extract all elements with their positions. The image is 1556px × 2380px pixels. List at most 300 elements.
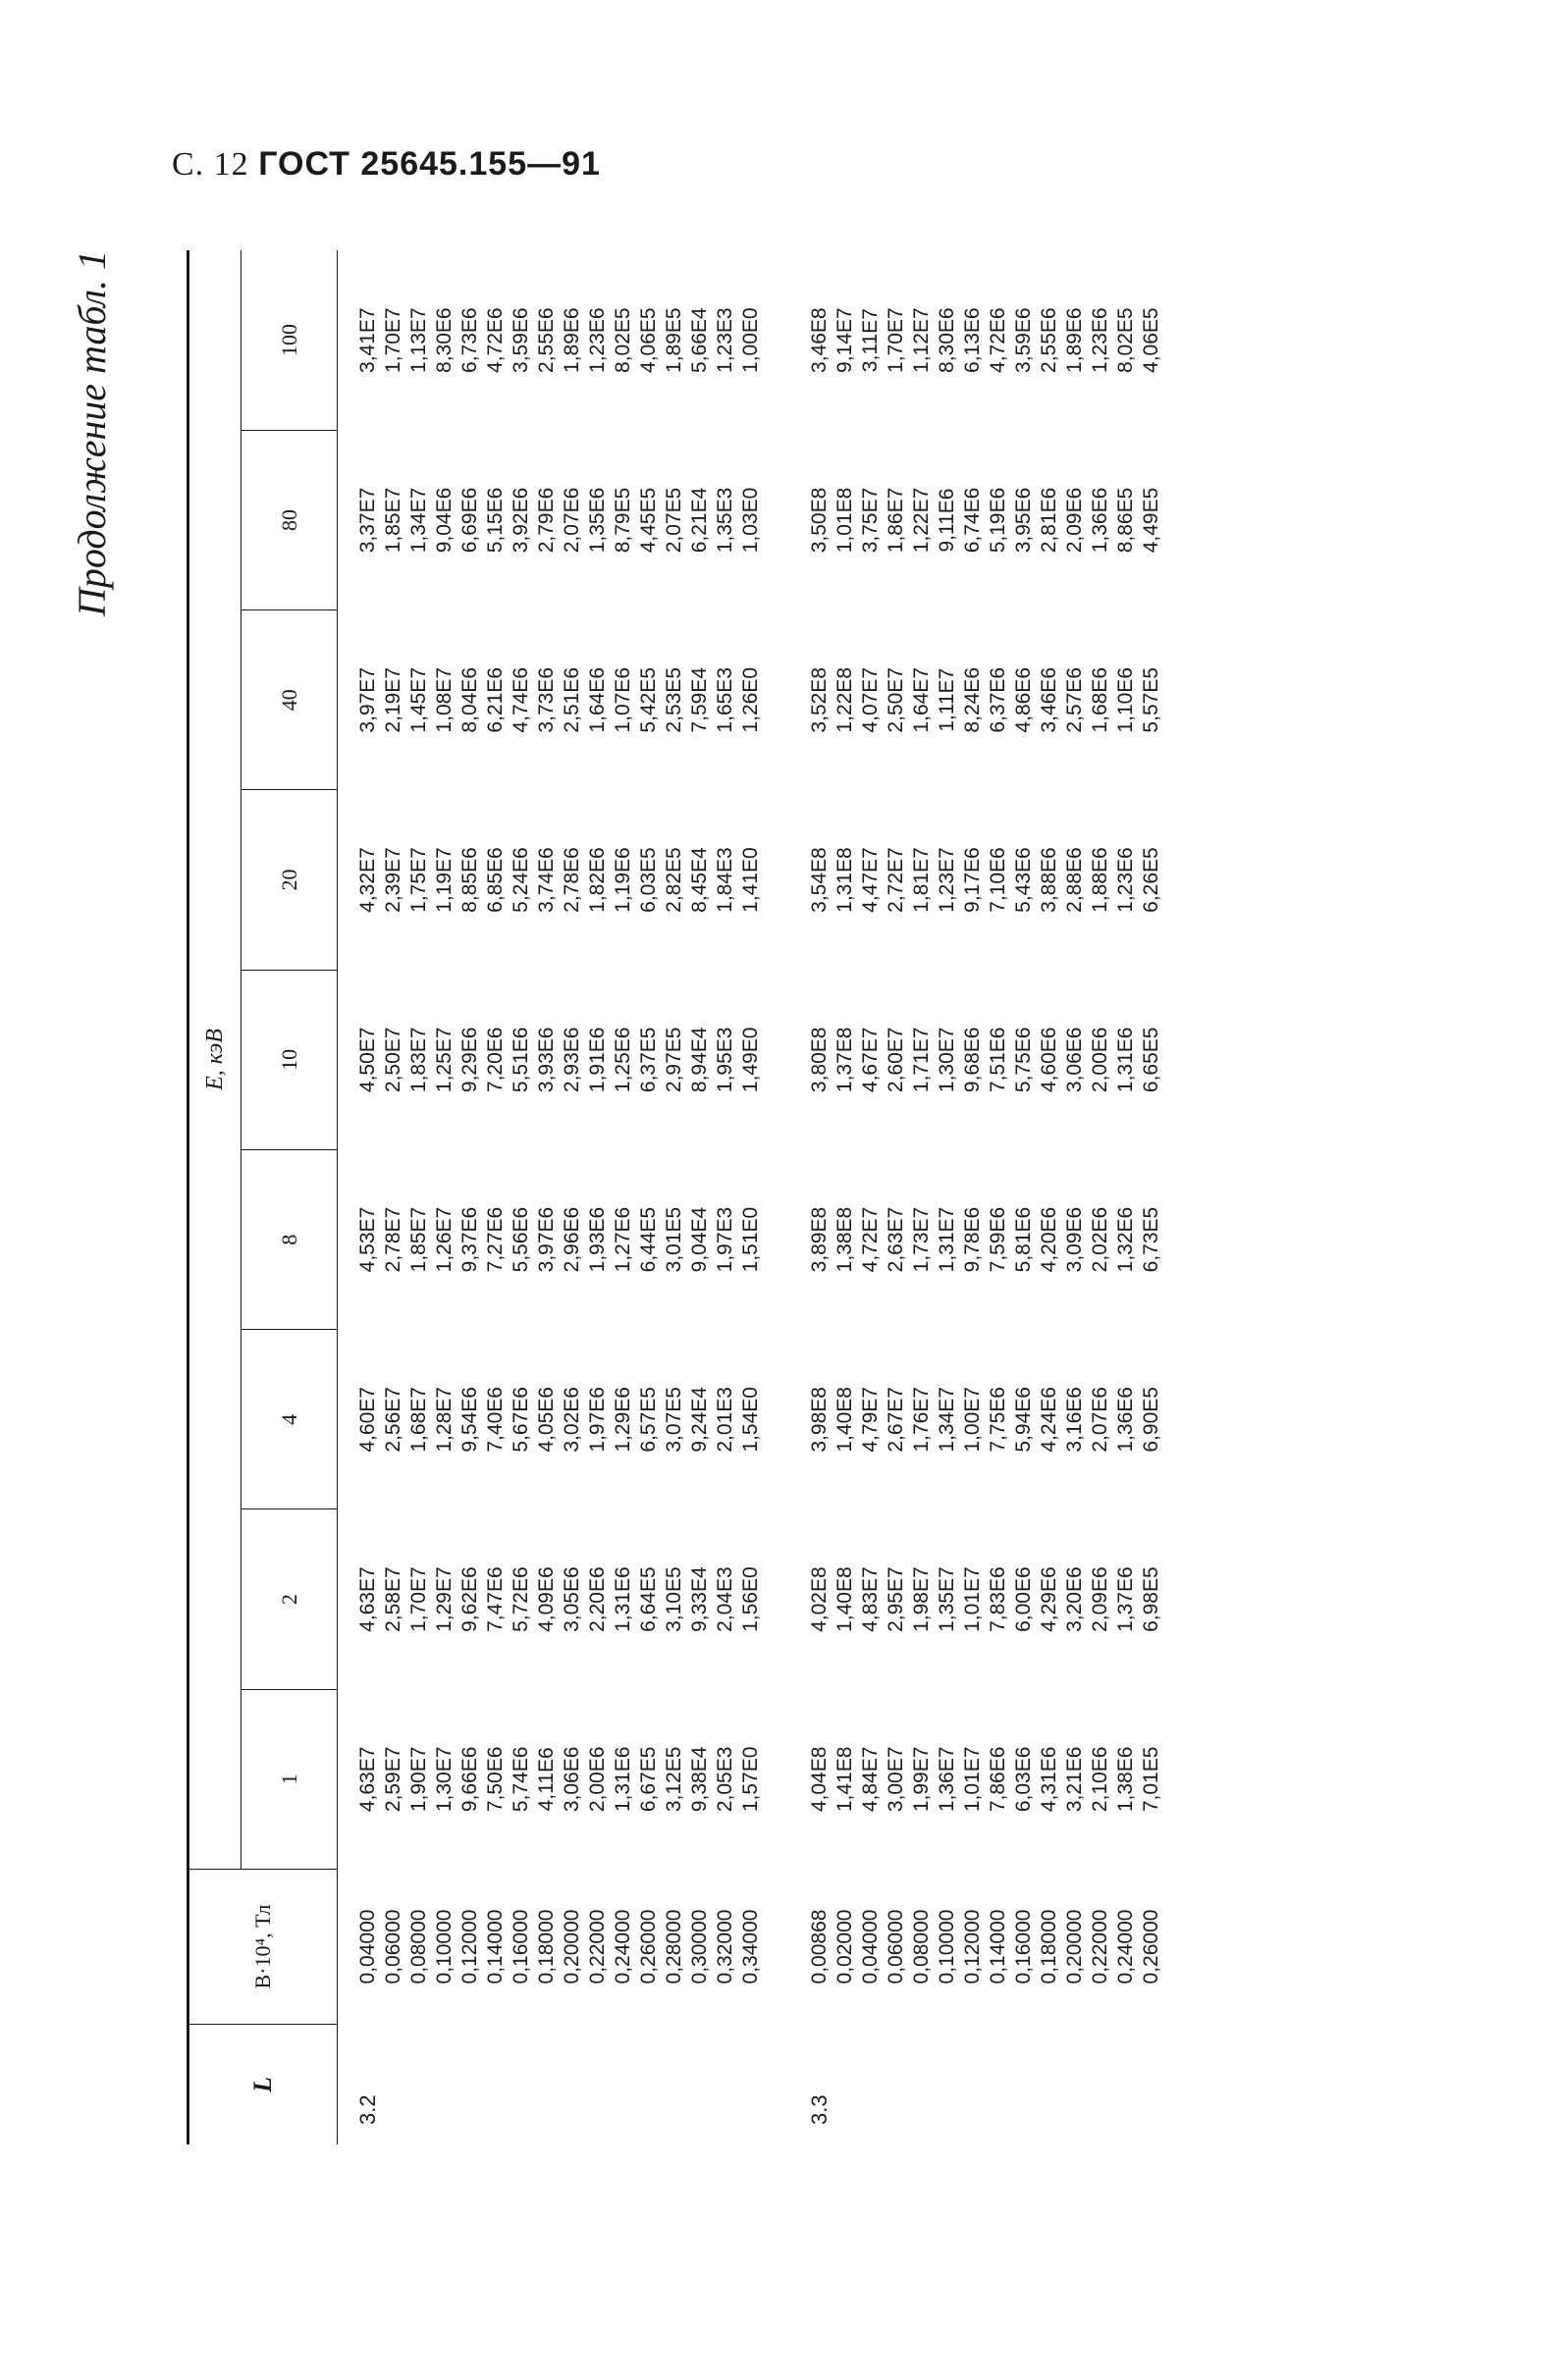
cell-value: 1,31E8 <box>833 847 856 913</box>
cell-value: 1,91E6 <box>586 1027 609 1093</box>
cell-value: 1,82E6 <box>586 847 609 913</box>
cell-value: 7,50E6 <box>484 1746 507 1813</box>
cell-value: 9,68E6 <box>961 1027 984 1093</box>
cell-value: 8,24E6 <box>961 667 984 733</box>
cell-value: 2,59E7 <box>382 1746 404 1813</box>
rotated-table-area <box>70 250 1217 2144</box>
cell-value: 3,02E6 <box>561 1387 583 1453</box>
cell-value: 1,01E7 <box>961 1746 984 1813</box>
cell-value: 6,85E6 <box>484 847 507 913</box>
cell-value: 1,34E7 <box>407 487 430 554</box>
cell-value: 3,46E6 <box>1038 667 1060 733</box>
cell-value: 1,89E6 <box>1063 307 1086 373</box>
cell-value: 5,57E5 <box>1140 667 1162 733</box>
cell-value: 3,06E6 <box>561 1746 583 1813</box>
cell-L <box>986 2025 1011 2145</box>
cell-value: 1,90E7 <box>407 1746 430 1813</box>
cell-value: 7,47E6 <box>484 1566 507 1632</box>
cell-value: 6,00E6 <box>1012 1566 1035 1632</box>
page-number: С. 12 <box>172 146 249 183</box>
cell-value: 7,10E6 <box>987 847 1009 913</box>
table-row <box>355 250 381 2144</box>
cell-B: 0,04000 <box>859 1909 882 1984</box>
table-row <box>611 250 636 2144</box>
energy-col-header: 8 <box>241 1149 338 1329</box>
cell-value: 5,42E5 <box>637 667 660 733</box>
cell-value: 9,29E6 <box>458 1027 481 1093</box>
cell-value: 3,16E6 <box>1063 1387 1086 1453</box>
cell-value: 2,81E6 <box>1038 487 1060 554</box>
cell-value: 2,95E7 <box>885 1566 907 1632</box>
cell-value: 9,17E6 <box>961 847 984 913</box>
cell-value: 2,00E6 <box>586 1746 609 1813</box>
cell-value: 1,34E7 <box>936 1387 958 1453</box>
cell-value: 1,25E6 <box>612 1027 634 1093</box>
cell-value: 1,00E0 <box>739 307 762 373</box>
cell-value: 2,82E5 <box>663 847 685 913</box>
cell-value: 7,27E6 <box>484 1206 507 1273</box>
table-row <box>636 250 662 2144</box>
cell-value: 5,43E6 <box>1012 847 1035 913</box>
table-row <box>483 250 509 2144</box>
table-row <box>832 250 858 2144</box>
energy-header-row <box>241 250 338 2144</box>
table-row <box>509 250 534 2144</box>
cell-value: 9,04E6 <box>433 487 456 554</box>
cell-value: 2,88E6 <box>1063 847 1086 913</box>
cell-B: 0,22000 <box>1089 1909 1111 1984</box>
cell-value: 9,11E6 <box>936 488 958 553</box>
table-row <box>909 250 935 2144</box>
cell-value: 1,97E6 <box>586 1387 609 1453</box>
cell-value: 2,55E6 <box>1038 307 1060 373</box>
table-row <box>935 250 960 2144</box>
cell-value: 1,36E6 <box>1114 1387 1137 1453</box>
cell-value: 5,75E6 <box>1012 1027 1035 1093</box>
cell-L <box>534 2025 560 2145</box>
cell-value: 4,72E7 <box>859 1206 882 1273</box>
cell-value: 2,01E3 <box>714 1387 736 1453</box>
cell-value: 2,20E6 <box>586 1566 609 1632</box>
cell-L <box>935 2025 960 2145</box>
cell-value: 1,07E6 <box>612 667 634 733</box>
header-L: L <box>188 2025 338 2145</box>
cell-value: 3,05E6 <box>561 1566 583 1632</box>
cell-B: 0,16000 <box>1012 1909 1035 1984</box>
cell-L <box>713 2025 738 2145</box>
table-row <box>662 250 687 2144</box>
energy-col-header: 2 <box>241 1509 338 1689</box>
cell-value: 6,73E5 <box>1140 1206 1162 1273</box>
cell-value: 1,99E7 <box>910 1746 933 1813</box>
table-row <box>1062 250 1088 2144</box>
energy-col-header: 100 <box>241 250 338 430</box>
cell-value: 4,47E7 <box>859 847 882 913</box>
table-row <box>884 250 909 2144</box>
cell-value: 3,01E5 <box>663 1206 685 1273</box>
cell-value: 2,53E5 <box>663 667 685 733</box>
table-body <box>338 250 1165 2144</box>
cell-value: 2,00E6 <box>1089 1027 1111 1093</box>
cell-value: 1,13E7 <box>407 307 430 373</box>
cell-value: 1,31E6 <box>612 1566 634 1632</box>
energy-col-header: 10 <box>241 970 338 1149</box>
cell-B: 0,08000 <box>407 1909 430 1984</box>
table-row <box>858 250 884 2144</box>
cell-B: 0,12000 <box>458 1909 481 1984</box>
cell-value: 1,35E6 <box>586 487 609 554</box>
table-row <box>1011 250 1037 2144</box>
cell-value: 1,37E6 <box>1114 1566 1137 1632</box>
cell-value: 2,55E6 <box>535 307 558 373</box>
cell-value: 3,73E6 <box>535 667 558 733</box>
cell-value: 6,57E5 <box>637 1387 660 1453</box>
cell-value: 1,23E6 <box>1114 847 1137 913</box>
cell-value: 4,24E6 <box>1038 1387 1060 1453</box>
cell-value: 9,14E7 <box>833 307 856 373</box>
cell-value: 1,22E8 <box>833 667 856 733</box>
cell-value: 5,66E4 <box>688 307 711 373</box>
cell-value: 2,19E7 <box>382 667 404 733</box>
cell-value: 2,56E7 <box>382 1387 404 1453</box>
cell-L <box>687 2025 713 2145</box>
cell-value: 1,64E6 <box>586 667 609 733</box>
table-row <box>738 250 764 2144</box>
cell-L <box>858 2025 884 2145</box>
cell-value: 1,29E7 <box>433 1566 456 1632</box>
cell-value: 1,54E0 <box>739 1387 762 1453</box>
cell-value: 3,59E6 <box>510 307 532 373</box>
cell-value: 1,36E6 <box>1089 487 1111 554</box>
cell-value: 1,28E7 <box>433 1387 456 1453</box>
cell-L <box>884 2025 909 2145</box>
cell-value: 1,31E6 <box>612 1746 634 1813</box>
cell-value: 4,63E7 <box>356 1566 379 1632</box>
table-row <box>807 250 832 2144</box>
cell-value: 1,83E7 <box>407 1027 430 1093</box>
cell-value: 6,44E5 <box>637 1206 660 1273</box>
cell-value: 4,74E6 <box>510 667 532 733</box>
cell-value: 3,11E7 <box>859 308 882 373</box>
cell-value: 1,76E7 <box>910 1387 933 1453</box>
cell-value: 5,72E6 <box>510 1566 532 1632</box>
cell-B: 0,18000 <box>535 1909 558 1984</box>
cell-value: 1,10E6 <box>1114 667 1137 733</box>
cell-value: 7,75E6 <box>987 1387 1009 1453</box>
cell-L <box>483 2025 509 2145</box>
cell-value: 2,96E6 <box>561 1206 583 1273</box>
cell-value: 3,80E8 <box>808 1027 831 1093</box>
cell-L <box>738 2025 764 2145</box>
cell-value: 1,38E6 <box>1114 1746 1137 1813</box>
cell-value: 2,04E3 <box>714 1566 736 1632</box>
cell-value: 6,26E5 <box>1140 847 1162 913</box>
cell-B: 0,24000 <box>1114 1909 1137 1984</box>
cell-value: 8,30E6 <box>936 307 958 373</box>
cell-value: 1,41E8 <box>833 1746 856 1813</box>
cell-B: 0,22000 <box>586 1909 609 1984</box>
cell-value: 1,00E7 <box>961 1387 984 1453</box>
cell-L <box>832 2025 858 2145</box>
cell-value: 4,60E7 <box>356 1387 379 1453</box>
cell-L <box>406 2025 432 2145</box>
cell-value: 4,45E5 <box>637 487 660 554</box>
cell-B: 0,10000 <box>936 1909 958 1984</box>
table-row <box>713 250 738 2144</box>
cell-value: 2,58E7 <box>382 1566 404 1632</box>
cell-value: 1,23E6 <box>1089 307 1111 373</box>
cell-value: 3,59E6 <box>1012 307 1035 373</box>
cell-value: 3,46E8 <box>808 307 831 373</box>
cell-value: 5,19E6 <box>987 487 1009 554</box>
cell-value: 2,60E7 <box>885 1027 907 1093</box>
cell-value: 5,51E6 <box>510 1027 532 1093</box>
cell-value: 8,02E5 <box>612 307 634 373</box>
cell-value: 6,65E5 <box>1140 1027 1162 1093</box>
cell-value: 2,10E6 <box>1089 1746 1111 1813</box>
header-B: B·10⁴, Тл <box>188 1870 338 2025</box>
cell-B: 0,34000 <box>739 1909 762 1984</box>
cell-value: 3,54E8 <box>808 847 831 913</box>
cell-value: 6,90E5 <box>1140 1387 1162 1453</box>
cell-value: 1,65E3 <box>714 667 736 733</box>
cell-value: 1,11E7 <box>936 667 958 732</box>
cell-value: 7,83E6 <box>987 1566 1009 1632</box>
cell-value: 1,27E6 <box>612 1206 634 1273</box>
cell-value: 2,79E6 <box>535 487 558 554</box>
cell-value: 1,89E5 <box>663 307 685 373</box>
cell-value: 3,89E8 <box>808 1206 831 1273</box>
cell-B: 0,18000 <box>1038 1909 1060 1984</box>
cell-value: 1,64E7 <box>910 667 933 733</box>
table-row <box>406 250 432 2144</box>
table-row <box>560 250 585 2144</box>
cell-B: 0,12000 <box>961 1909 984 1984</box>
cell-value: 3,21E6 <box>1063 1746 1086 1813</box>
group-separator <box>764 250 807 2144</box>
cell-value: 2,97E5 <box>663 1027 685 1093</box>
energy-col-header: 1 <box>241 1689 338 1869</box>
cell-value: 2,05E3 <box>714 1746 736 1813</box>
cell-value: 8,85E6 <box>458 847 481 913</box>
cell-value: 1,38E8 <box>833 1206 856 1273</box>
cell-value: 3,92E6 <box>510 487 532 554</box>
cell-value: 9,62E6 <box>458 1566 481 1632</box>
cell-value: 3,00E7 <box>885 1746 907 1813</box>
cell-value: 1,25E7 <box>433 1027 456 1093</box>
cell-B: 0,08000 <box>910 1909 933 1984</box>
cell-value: 3,41E7 <box>356 307 379 373</box>
cell-value: 1,70E7 <box>382 307 404 373</box>
cell-value: 1,75E7 <box>407 847 430 913</box>
cell-value: 1,73E7 <box>910 1206 933 1273</box>
cell-value: 1,19E6 <box>612 847 634 913</box>
table-caption: Продолжение табл. 1 <box>70 250 114 617</box>
cell-value: 6,37E5 <box>637 1027 660 1093</box>
cell-value: 1,23E7 <box>936 847 958 913</box>
cell-value: 3,07E5 <box>663 1387 685 1453</box>
cell-value: 6,69E6 <box>458 487 481 554</box>
cell-B: 0,14000 <box>484 1909 507 1984</box>
cell-value: 7,86E6 <box>987 1746 1009 1813</box>
cell-value: 2,02E6 <box>1089 1206 1111 1273</box>
cell-value: 3,88E6 <box>1038 847 1060 913</box>
header-energy: E, кэВ <box>188 250 241 1870</box>
cell-value: 1,23E3 <box>714 307 736 373</box>
cell-L <box>1088 2025 1113 2145</box>
cell-value: 1,70E7 <box>885 307 907 373</box>
cell-value: 1,31E6 <box>1114 1027 1137 1093</box>
cell-value: 2,07E6 <box>561 487 583 554</box>
cell-value: 1,86E7 <box>885 487 907 554</box>
cell-L <box>1062 2025 1088 2145</box>
table-row <box>585 250 611 2144</box>
cell-L <box>585 2025 611 2145</box>
energy-col-header: 40 <box>241 610 338 790</box>
cell-B: 0,28000 <box>663 1909 685 1984</box>
energy-col-header: 4 <box>241 1330 338 1509</box>
cell-value: 1,51E0 <box>739 1206 762 1273</box>
cell-value: 3,06E6 <box>1063 1027 1086 1093</box>
cell-value: 3,98E8 <box>808 1387 831 1453</box>
cell-B: 0,30000 <box>688 1909 711 1984</box>
cell-value: 4,09E6 <box>535 1566 558 1632</box>
cell-value: 4,86E6 <box>1012 667 1035 733</box>
cell-B: 0,02000 <box>833 1909 856 1984</box>
cell-value: 1,97E3 <box>714 1206 736 1273</box>
cell-value: 1,23E6 <box>586 307 609 373</box>
cell-value: 1,40E8 <box>833 1566 856 1632</box>
cell-value: 2,09E6 <box>1063 487 1086 554</box>
cell-value: 9,24E4 <box>688 1387 711 1453</box>
cell-value: 6,13E6 <box>961 307 984 373</box>
cell-value: 5,56E6 <box>510 1206 532 1273</box>
cell-value: 4,07E7 <box>859 667 882 733</box>
cell-value: 3,09E6 <box>1063 1206 1086 1273</box>
table-row <box>1037 250 1062 2144</box>
cell-value: 9,33E4 <box>688 1566 711 1632</box>
cell-value: 8,02E5 <box>1114 307 1137 373</box>
cell-value: 1,26E0 <box>739 667 762 733</box>
cell-value: 3,97E7 <box>356 667 379 733</box>
cell-B: 0,14000 <box>987 1909 1009 1984</box>
cell-value: 1,01E7 <box>961 1566 984 1632</box>
cell-value: 2,63E7 <box>885 1206 907 1273</box>
cell-value: 2,78E6 <box>561 847 583 913</box>
cell-value: 1,36E7 <box>936 1746 958 1813</box>
table-row <box>1139 250 1164 2144</box>
cell-value: 6,21E6 <box>484 667 507 733</box>
cell-value: 6,98E5 <box>1140 1566 1162 1632</box>
cell-value: 4,72E6 <box>987 307 1009 373</box>
cell-value: 5,24E6 <box>510 847 532 913</box>
cell-value: 1,88E6 <box>1089 847 1111 913</box>
cell-value: 9,38E4 <box>688 1746 711 1813</box>
cell-value: 6,21E4 <box>688 487 711 554</box>
cell-value: 1,68E7 <box>407 1387 430 1453</box>
cell-L <box>381 2025 406 2145</box>
cell-value: 3,97E6 <box>535 1206 558 1273</box>
cell-value: 1,85E7 <box>407 1206 430 1273</box>
cell-value: 4,50E7 <box>356 1027 379 1093</box>
cell-value: 3,50E8 <box>808 487 831 554</box>
cell-value: 7,20E6 <box>484 1027 507 1093</box>
cell-value: 3,74E6 <box>535 847 558 913</box>
cell-value: 4,63E7 <box>356 1746 379 1813</box>
cell-value: 9,37E6 <box>458 1206 481 1273</box>
cell-value: 1,30E7 <box>936 1027 958 1093</box>
cell-B: 0,10000 <box>433 1909 456 1984</box>
cell-value: 2,50E7 <box>382 1027 404 1093</box>
cell-value: 7,40E6 <box>484 1387 507 1453</box>
cell-L: 3.3 <box>807 2094 832 2125</box>
cell-L <box>960 2025 986 2145</box>
cell-value: 1,26E7 <box>433 1206 456 1273</box>
cell-value: 1,98E7 <box>910 1566 933 1632</box>
cell-value: 1,37E8 <box>833 1027 856 1093</box>
energy-col-header: 20 <box>241 790 338 970</box>
cell-value: 1,85E7 <box>382 487 404 554</box>
cell-value: 5,15E6 <box>484 487 507 554</box>
cell-value: 3,75E7 <box>859 487 882 554</box>
table-row <box>960 250 986 2144</box>
cell-value: 2,50E7 <box>885 667 907 733</box>
cell-value: 1,95E3 <box>714 1027 736 1093</box>
cell-value: 4,72E6 <box>484 307 507 373</box>
table-row <box>457 250 483 2144</box>
cell-L <box>1113 2025 1139 2145</box>
cell-value: 5,74E6 <box>510 1746 532 1813</box>
cell-value: 6,03E5 <box>637 847 660 913</box>
cell-value: 9,54E6 <box>458 1387 481 1453</box>
cell-L <box>662 2025 687 2145</box>
table-row <box>381 250 406 2144</box>
cell-value: 3,37E7 <box>356 487 379 554</box>
cell-value: 8,86E5 <box>1114 487 1137 554</box>
cell-value: 4,05E6 <box>535 1387 558 1453</box>
cell-B: 0,20000 <box>1063 1909 1086 1984</box>
cell-value: 2,09E6 <box>1089 1566 1111 1632</box>
cell-B: 0,20000 <box>561 1909 583 1984</box>
standard-title: ГОСТ 25645.155—91 <box>258 145 601 183</box>
cell-value: 6,74E6 <box>961 487 984 554</box>
cell-value: 5,81E6 <box>1012 1206 1035 1273</box>
cell-value: 4,06E5 <box>1140 307 1162 373</box>
cell-value: 1,31E7 <box>936 1206 958 1273</box>
cell-value: 8,45E4 <box>688 847 711 913</box>
cell-value: 2,57E6 <box>1063 667 1086 733</box>
cell-L <box>560 2025 585 2145</box>
table-row <box>534 250 560 2144</box>
cell-value: 8,79E5 <box>612 487 634 554</box>
cell-L <box>432 2025 457 2145</box>
cell-value: 1,81E7 <box>910 847 933 913</box>
cell-L <box>509 2025 534 2145</box>
cell-value: 5,67E6 <box>510 1387 532 1453</box>
cell-value: 6,03E6 <box>1012 1746 1035 1813</box>
cell-value: 1,68E6 <box>1089 667 1111 733</box>
cell-B: 0,06000 <box>885 1909 907 1984</box>
cell-value: 2,78E7 <box>382 1206 404 1273</box>
cell-value: 3,95E6 <box>1012 487 1035 554</box>
cell-value: 1,08E7 <box>433 667 456 733</box>
cell-L: 3.2 <box>355 2094 380 2125</box>
cell-value: 1,56E0 <box>739 1566 762 1632</box>
cell-value: 1,57E0 <box>739 1746 762 1813</box>
cell-B: 0,04000 <box>356 1909 379 1984</box>
energy-col-header: 80 <box>241 430 338 609</box>
cell-value: 1,84E3 <box>714 847 736 913</box>
